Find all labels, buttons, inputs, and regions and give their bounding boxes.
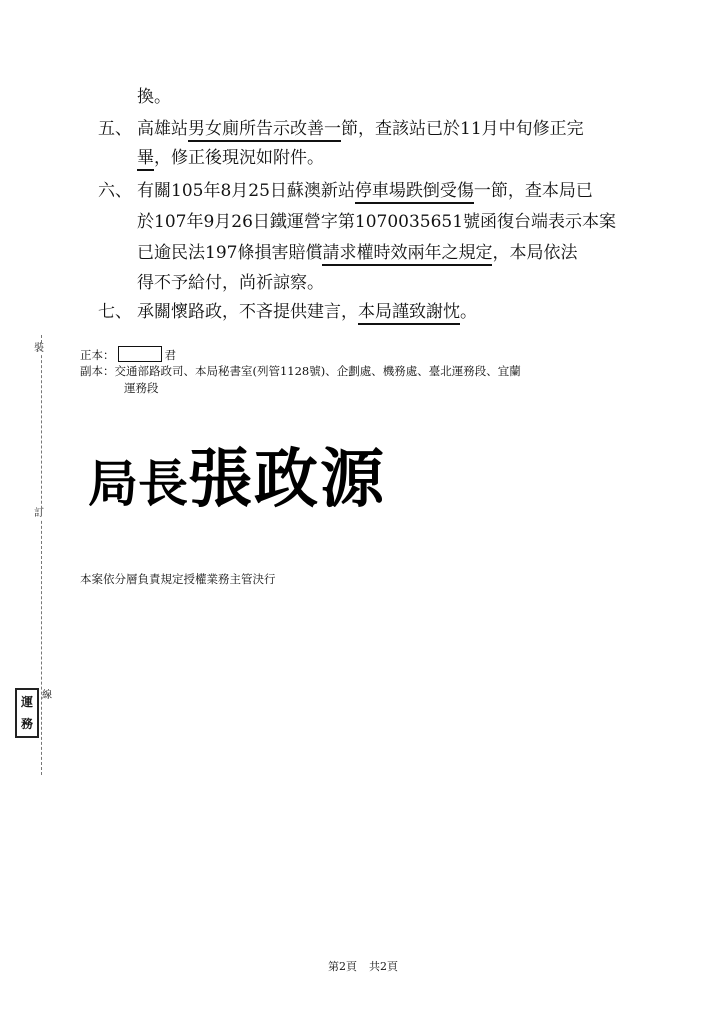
page-footer <box>0 960 726 974</box>
copy-recipients-line2: 運務段 <box>124 381 159 395</box>
binding-line <box>41 335 42 775</box>
binding-mark-xian: 線 <box>42 690 52 701</box>
item5-number: 五、 <box>98 119 132 139</box>
binding-mark-zhuang: 裝 <box>34 343 44 354</box>
original-recipient: 正本： 君 <box>80 348 176 362</box>
delegation-note: 本案依分層負責規定授權業務主管決行 <box>80 572 276 586</box>
director-signature: 局長張政源 <box>88 442 386 517</box>
copy-recipients-line1: 副本：交通部路政司、本局秘書室(列管1128號)、企劃處、機務處、臺北運務段、宜蘭 <box>80 364 521 378</box>
item7-number: 七、 <box>98 302 132 322</box>
item6-underlined-text: 停車場跌倒受傷 <box>355 181 474 204</box>
item7-line1: 承關懷路政，不吝提供建言，本局謹致謝忱。 <box>137 301 477 323</box>
item6-line2: 於107年9月26日鐵運營字第1070035651號函復台端表示本案 <box>137 212 617 232</box>
page-number: 第2頁 <box>328 960 357 973</box>
binding-mark-ding: 訂 <box>34 508 44 519</box>
item5-line1: 高雄站男女廁所告示改善一節，查該站已於11月中旬修正完 <box>137 118 584 140</box>
item6-line1: 有關105年8月25日蘇澳新站停車場跌倒受傷一節，查本局已 <box>137 180 593 202</box>
redacted-name-box <box>118 346 162 362</box>
item6-line4: 得不予給付，尚祈諒察。 <box>137 273 324 293</box>
item6-underlined-text-2: 請求權時效兩年之規定 <box>322 243 492 266</box>
seal-stamp: 運 務 <box>15 688 39 738</box>
item5-underlined-text: 男女廁所告示改善一 <box>188 119 341 142</box>
item6-line3: 已逾民法197條損害賠償請求權時效兩年之規定，本局依法 <box>137 242 577 264</box>
page-total: 共2頁 <box>369 960 398 973</box>
item6-number: 六、 <box>98 181 132 201</box>
item7-underlined-text: 本局謹致謝忱 <box>358 302 460 325</box>
item4-tail: 換。 <box>137 87 171 107</box>
item5-line2: 畢，修正後現況如附件。 <box>137 147 324 169</box>
